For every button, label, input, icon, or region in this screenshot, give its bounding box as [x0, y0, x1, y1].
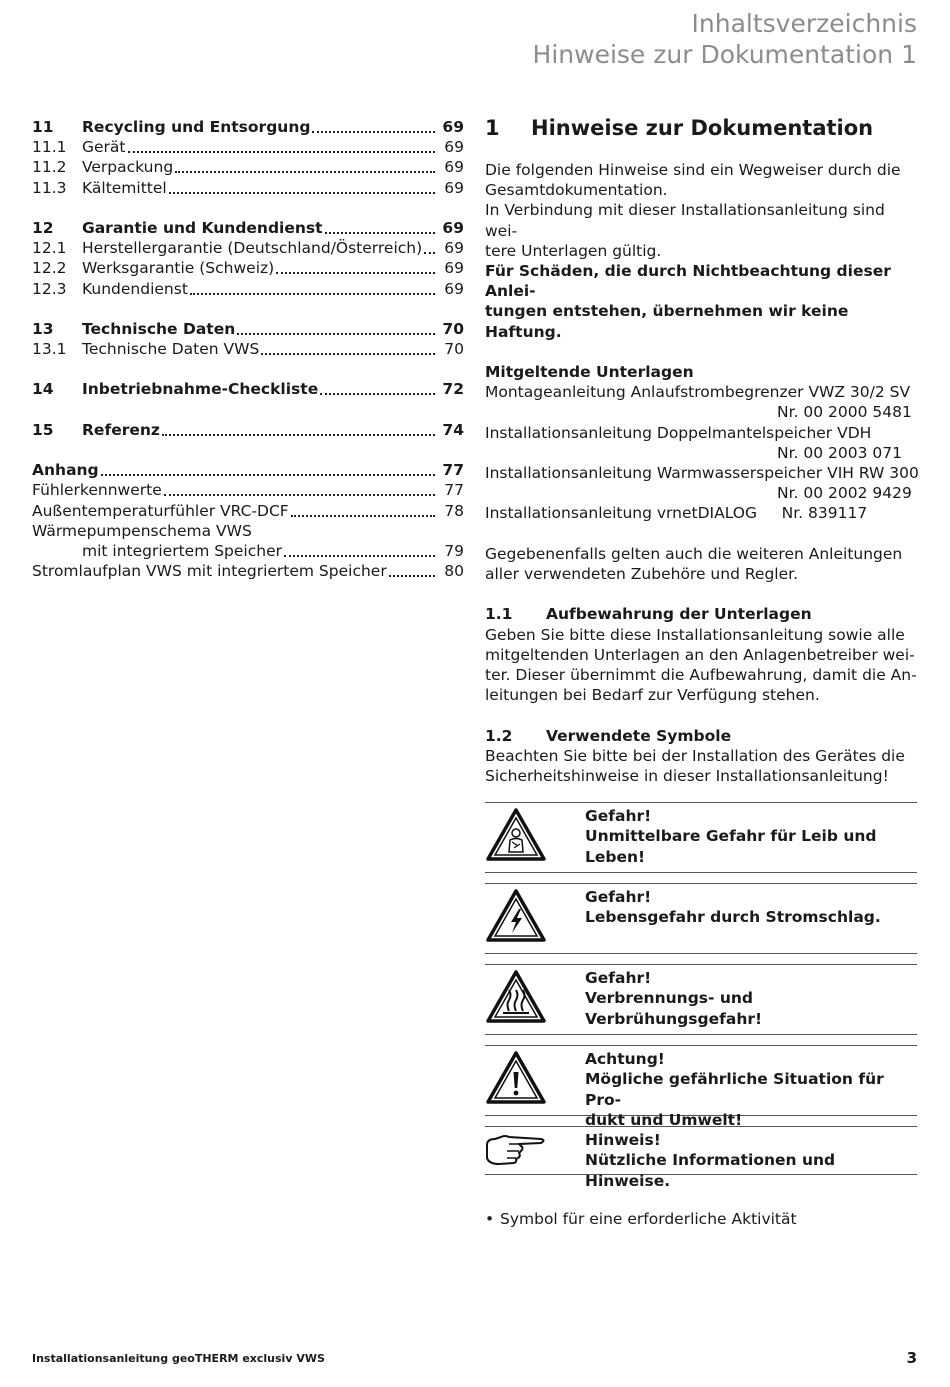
- docs-heading: Mitgeltende Unterlagen: [485, 363, 694, 382]
- toc-spacer: [32, 401, 464, 421]
- running-header-line-1: Inhaltsverzeichnis: [691, 9, 917, 38]
- toc-leader-dots: [169, 180, 435, 194]
- toc-entry-number: 13.1: [32, 340, 67, 359]
- text-line: Geben Sie bitte diese Installationsanleitung sowie alle: [485, 625, 905, 644]
- text-line: Die folgenden Hinweise sind ein Wegweiser durch die: [485, 161, 901, 179]
- toc-entry-number: 11: [32, 118, 54, 136]
- storage-paragraph: [485, 625, 917, 706]
- toc-leader-dots: [312, 119, 435, 133]
- text-line: tungen entstehen, übernehmen wir keine Haftung.: [485, 302, 849, 341]
- subsection-heading: [485, 604, 917, 624]
- warning-label: Gefahr!: [585, 969, 652, 988]
- docs-list: [485, 382, 917, 523]
- toc-entry-title: Wärmepumpenschema VWS: [32, 521, 252, 540]
- toc-leader-dots: [164, 482, 435, 496]
- doc-title: Installationsanleitung vrnetDIALOG Nr. 839117: [485, 504, 868, 523]
- toc-entry: [32, 461, 464, 481]
- text-line: Beachten Sie bitte bei der Installation des Gerätes die: [485, 746, 905, 765]
- toc-leader-dots: [284, 543, 435, 557]
- toc-entry-page: 79: [444, 541, 464, 560]
- subsection-heading: [485, 726, 917, 746]
- warning-description: Lebensgefahr durch Stromschlag.: [585, 908, 881, 927]
- doc-number: Nr. 00 2002 9429: [777, 484, 912, 503]
- warning-description: Nützliche Informationen und Hinweise.: [585, 1151, 836, 1190]
- toc-entry: [32, 542, 464, 562]
- warning-label: Gefahr!: [585, 888, 652, 907]
- text-line: mitgeltenden Unterlagen an den Anlagenbetreiber wei-: [485, 645, 915, 664]
- doc-number: Nr. 00 2003 071: [777, 443, 903, 462]
- page-number: 3: [906, 1349, 917, 1367]
- warning-description: Verbrennungs- und Verbrühungsgefahr!: [585, 989, 763, 1028]
- warning-block: [485, 1045, 917, 1129]
- toc-entry-title: Inbetriebnahme-Checkliste: [82, 380, 319, 399]
- toc-entry: [32, 502, 464, 522]
- text-line: Gegebenenfalls gelten auch die weiteren Anleitungen: [485, 544, 903, 563]
- symbols-paragraph: [485, 746, 917, 786]
- toc-entry: [32, 280, 464, 300]
- toc-entry-title: Gerät: [82, 138, 126, 157]
- toc-entry: [32, 118, 464, 138]
- warning-description: dukt und Umwelt!: [585, 1110, 743, 1129]
- exclamation-icon: [485, 1050, 547, 1106]
- toc-spacer: [32, 441, 464, 461]
- toc-entry-title: Fühlerkennwerte: [32, 481, 162, 500]
- text-line: tere Unterlagen gültig.: [485, 241, 662, 260]
- toc-leader-dots: [389, 563, 435, 577]
- toc-entry-number: 14: [32, 380, 54, 399]
- hot-surface-icon: [485, 969, 547, 1025]
- toc-entry: [32, 259, 464, 279]
- toc-leader-dots: [325, 220, 435, 234]
- doc-title: Montageanleitung Anlaufstrombegrenzer VWZ 30/2 SV: [485, 383, 911, 402]
- toc-entry-page: 69: [444, 178, 464, 197]
- toc-entry: [32, 239, 464, 259]
- toc-entry: [32, 522, 464, 542]
- text-line: Gesamtdokumentation.: [485, 181, 668, 200]
- toc-entry-number: 12.3: [32, 279, 67, 298]
- toc-entry: [32, 179, 464, 199]
- further-docs-paragraph: [485, 544, 917, 584]
- person-danger-icon: [485, 807, 547, 863]
- warning-block: [485, 883, 917, 954]
- warning-text: [585, 806, 917, 867]
- toc-entry-number: 12: [32, 218, 54, 237]
- toc-entry: [32, 158, 464, 178]
- toc-leader-dots: [276, 260, 435, 274]
- toc-entry-title: Kältemittel: [82, 178, 167, 197]
- toc-entry-title: Referenz: [82, 420, 160, 439]
- toc-entry-number: 12.2: [32, 259, 67, 278]
- toc-leader-dots: [101, 462, 435, 476]
- toc-entry-title: Anhang: [32, 461, 99, 480]
- toc-spacer: [32, 199, 464, 219]
- doc-title: Installationsanleitung Doppelmantelspeicher VDH: [485, 423, 872, 442]
- toc-entry-title: Kundendienst: [82, 279, 188, 298]
- bullet-item: [485, 1209, 917, 1229]
- toc-leader-dots: [424, 240, 435, 254]
- table-of-contents: [32, 118, 464, 582]
- text-line: Für Schäden, die durch Nichtbeachtung dieser Anlei-: [485, 262, 891, 301]
- toc-entry-number: 12.1: [32, 239, 67, 258]
- text-line: Sicherheitshinweise in dieser Installationsanleitung!: [485, 767, 889, 786]
- toc-entry: [32, 320, 464, 340]
- bullet-dot: •: [485, 1210, 495, 1229]
- toc-entry-title: Garantie und Kundendienst: [82, 218, 323, 237]
- warning-text: [585, 887, 881, 927]
- toc-entry-title: Stromlaufplan VWS mit integriertem Speicher: [32, 562, 387, 581]
- toc-entry-page: 78: [444, 501, 464, 520]
- liability-notice: [485, 261, 917, 342]
- warning-label: Hinweis!: [585, 1131, 661, 1150]
- toc-entry-page: 70: [444, 340, 464, 359]
- warning-label: Gefahr!: [585, 807, 652, 826]
- subsection-title: Aufbewahrung der Unterlagen: [546, 605, 812, 624]
- toc-entry-number: 11.2: [32, 158, 67, 177]
- section-hinweise: [485, 114, 917, 1229]
- toc-entry: [32, 421, 464, 441]
- bullet-text: Symbol für eine erforderliche Aktivität: [500, 1210, 797, 1229]
- warning-description: Unmittelbare Gefahr für Leib und Leben!: [585, 827, 877, 866]
- toc-entry-page: 70: [442, 319, 464, 338]
- text-line: ter. Dieser übernimmt die Aufbewahrung, damit die An-: [485, 666, 917, 685]
- toc-entry-number: 11.1: [32, 138, 67, 157]
- section-heading: [485, 114, 917, 142]
- toc-entry-page: 77: [444, 481, 464, 500]
- warning-text: [585, 1049, 917, 1130]
- toc-entry-page: 69: [444, 138, 464, 157]
- pointing-hand-icon: [485, 1131, 547, 1187]
- toc-entry: [32, 340, 464, 360]
- toc-entry: [32, 481, 464, 501]
- warning-label: Achtung!: [585, 1050, 665, 1069]
- toc-entry-title: Technische Daten VWS: [82, 340, 260, 359]
- toc-entry-page: 77: [442, 461, 464, 480]
- toc-entry-page: 72: [442, 380, 464, 399]
- electric-shock-icon: [485, 888, 547, 944]
- toc-entry-page: 69: [442, 118, 464, 136]
- warning-text: [585, 1130, 917, 1191]
- doc-title: Installationsanleitung Warmwasserspeicher VIH RW 300: [485, 464, 919, 483]
- toc-entry: [32, 138, 464, 158]
- toc-entry-title: Verpackung: [82, 158, 174, 177]
- toc-entry-title: Außentemperaturfühler VRC-DCF: [32, 501, 289, 520]
- toc-leader-dots: [128, 139, 436, 153]
- warning-block: [485, 1126, 917, 1190]
- toc-leader-dots: [190, 281, 435, 295]
- toc-leader-dots: [320, 381, 435, 395]
- toc-entry-page: 69: [442, 218, 464, 237]
- toc-entry-page: 74: [442, 420, 464, 439]
- toc-leader-dots: [237, 321, 435, 335]
- toc-entry: [32, 562, 464, 582]
- toc-leader-dots: [261, 341, 435, 355]
- subsection-title: Verwendete Symbole: [546, 726, 732, 745]
- doc-number: Nr. 00 2000 5481: [777, 403, 912, 422]
- toc-spacer: [32, 300, 464, 320]
- toc-entry-page: 69: [444, 158, 464, 177]
- toc-entry: [32, 219, 464, 239]
- subsection-number: 1.1: [485, 605, 513, 624]
- section-number: 1: [485, 116, 500, 140]
- warning-symbols-list: [485, 802, 917, 1190]
- text-line: In Verbindung mit dieser Installationsanleitung sind wei-: [485, 201, 885, 240]
- toc-entry: [32, 380, 464, 400]
- warning-block: [485, 964, 917, 1035]
- toc-entry-page: 80: [444, 562, 464, 581]
- toc-entry-title: mit integriertem Speicher: [82, 541, 282, 560]
- warning-description: Mögliche gefährliche Situation für Pro-: [585, 1070, 884, 1109]
- section-title: Hinweise zur Dokumentation: [531, 116, 874, 140]
- intro-paragraph: [485, 160, 917, 261]
- toc-entry-number: 13: [32, 319, 54, 338]
- toc-entry-number: 11.3: [32, 178, 67, 197]
- subsection-number: 1.2: [485, 726, 513, 745]
- warning-block: [485, 802, 917, 873]
- toc-leader-dots: [162, 422, 435, 436]
- toc-entry-page: 69: [444, 279, 464, 298]
- toc-spacer: [32, 360, 464, 380]
- toc-entry-title: Technische Daten: [82, 319, 236, 338]
- text-line: leitungen bei Bedarf zur Verfügung stehen.: [485, 686, 820, 705]
- toc-leader-dots: [291, 503, 435, 517]
- running-header-line-2: Hinweise zur Dokumentation 1: [532, 40, 917, 69]
- toc-entry-number: 15: [32, 420, 54, 439]
- toc-entry-page: 69: [444, 239, 464, 258]
- warning-text: [585, 968, 917, 1029]
- toc-entry-title: Recycling und Entsorgung: [82, 118, 311, 136]
- toc-entry-title: Herstellergarantie (Deutschland/Österreich): [82, 239, 423, 258]
- toc-leader-dots: [175, 159, 435, 173]
- text-line: aller verwendeten Zubehöre und Regler.: [485, 565, 799, 584]
- toc-entry-title: Werksgarantie (Schweiz): [82, 259, 275, 278]
- footer-title: Installationsanleitung geoTHERM exclusiv VWS: [32, 1352, 325, 1365]
- toc-entry-page: 69: [444, 259, 464, 278]
